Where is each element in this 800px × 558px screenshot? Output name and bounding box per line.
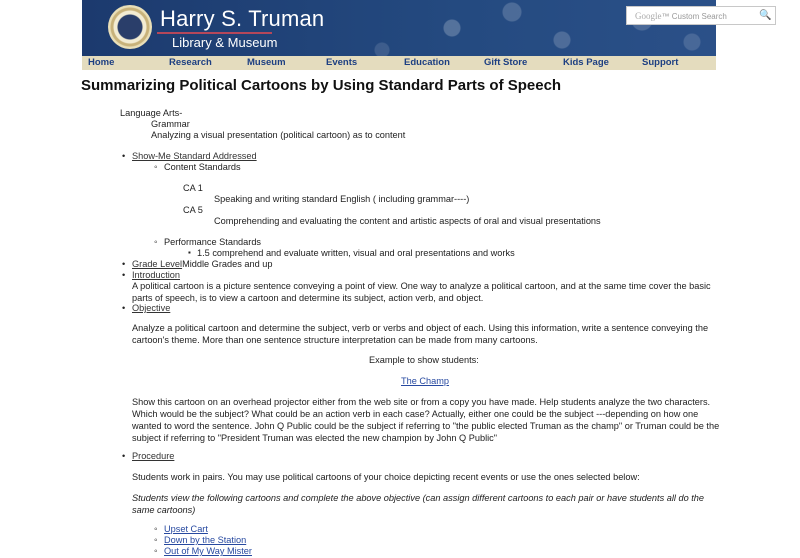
cartoon-item [164,546,252,556]
presidential-seal-logo[interactable] [108,5,152,49]
nav-gift-store[interactable]: Gift Store [484,57,528,68]
cartoon-item [164,524,208,534]
nav-education[interactable]: Education [404,57,450,68]
nav-kids-page[interactable]: Kids Page [563,57,609,68]
magnifier-icon[interactable]: 🔍 [759,10,772,21]
subject-label: Language Arts- [120,108,183,118]
nav-events[interactable]: Events [326,57,358,68]
procedure-italic-text: Students view the following cartoons and complete the above objective (can assign different cartoons to each pair or have students all do the same cartoons) [132,493,705,515]
upset-cart-link[interactable]: Upset Cart [164,524,208,534]
objective-link[interactable]: Objective [132,303,171,313]
out-of-my-way-mister-link[interactable]: Out of My Way Mister [164,546,252,556]
procedure-text: Students work in pairs. You may use political cartoons of your choice depicting recent events or use the ones selected below: [132,472,640,482]
site-header [82,0,772,56]
procedure-link[interactable]: Procedure [132,451,175,461]
introduction-heading [132,270,180,280]
standards-link[interactable]: Show-Me Standard Addressed [132,151,257,161]
nav-museum[interactable]: Museum [247,57,286,68]
logo-divider [157,32,272,34]
grade-level-link[interactable]: Grade Level [132,259,183,269]
grade-level-row [132,259,272,269]
ca5-text: Comprehending and evaluating the content and artistic aspects of oral and visual presentations [214,216,601,226]
example-label: Example to show students: [369,355,479,365]
nav-research[interactable]: Research [169,57,212,68]
example-explanation: Show this cartoon on an overhead projector either from the web site or from a copy you have made. Help students analyze the two characters. Which would be the subject? What could be an action verb in each case? Actually, either one could be the subject ---depending on how one wanted to word the sentence. John Q Public could be the subject if referring to "the public elected Truman as the champ" or Truman could be the subject if referring to "President Truman was elected the new champion by John Q Public" [132,397,720,443]
ca5-code: CA 5 [183,205,203,215]
search-input[interactable] [626,6,776,25]
objective-heading [132,303,170,313]
subsubject-label: Grammar [151,119,190,129]
objective-text: Analyze a political cartoon and determine the subject, verb or verbs and object of each. Using this information, write a sentence conveying the cartoon's theme. More than one sentence structure interpretation can be made from many cartoons. [132,323,709,345]
content-standards-label: ◦ Content Standards [164,162,241,172]
grade-level-value: Middle Grades and up [182,259,273,269]
introduction-text: A political cartoon is a picture sentence conveying a point of view. One way to analyze a political cartoon, and at the same time cover the basic parts of speech, is to view a cartoon and determine its subject, action verb, and object. [132,281,711,303]
logo-title[interactable]: Harry S. Truman [160,6,325,31]
ca1-text: Speaking and writing standard English ( including grammar----) [214,194,470,204]
logo-subtitle[interactable]: Library & Museum [172,35,278,50]
down-by-the-station-link[interactable]: Down by the Station [164,535,247,545]
search-placeholder: Google™ Custom Search [635,10,727,21]
page-title: Summarizing Political Cartoons by Using Standard Parts of Speech [81,77,562,94]
nav-support[interactable]: Support [642,57,679,68]
focus-text: Analyzing a visual presentation (political cartoon) as to content [151,130,406,140]
cartoon-item [164,535,246,545]
standards-heading [132,151,257,161]
ca1-code: CA 1 [183,183,203,193]
procedure-heading [132,451,174,461]
performance-standards-label: ◦ Performance Standards [164,237,261,247]
performance-item: ▪ 1.5 comprehend and evaluate written, visual and oral presentations and works [197,248,515,258]
main-nav [82,56,716,70]
introduction-link[interactable]: Introduction [132,270,181,280]
nav-home[interactable]: Home [88,57,115,68]
the-champ-link[interactable]: The Champ [401,376,450,386]
